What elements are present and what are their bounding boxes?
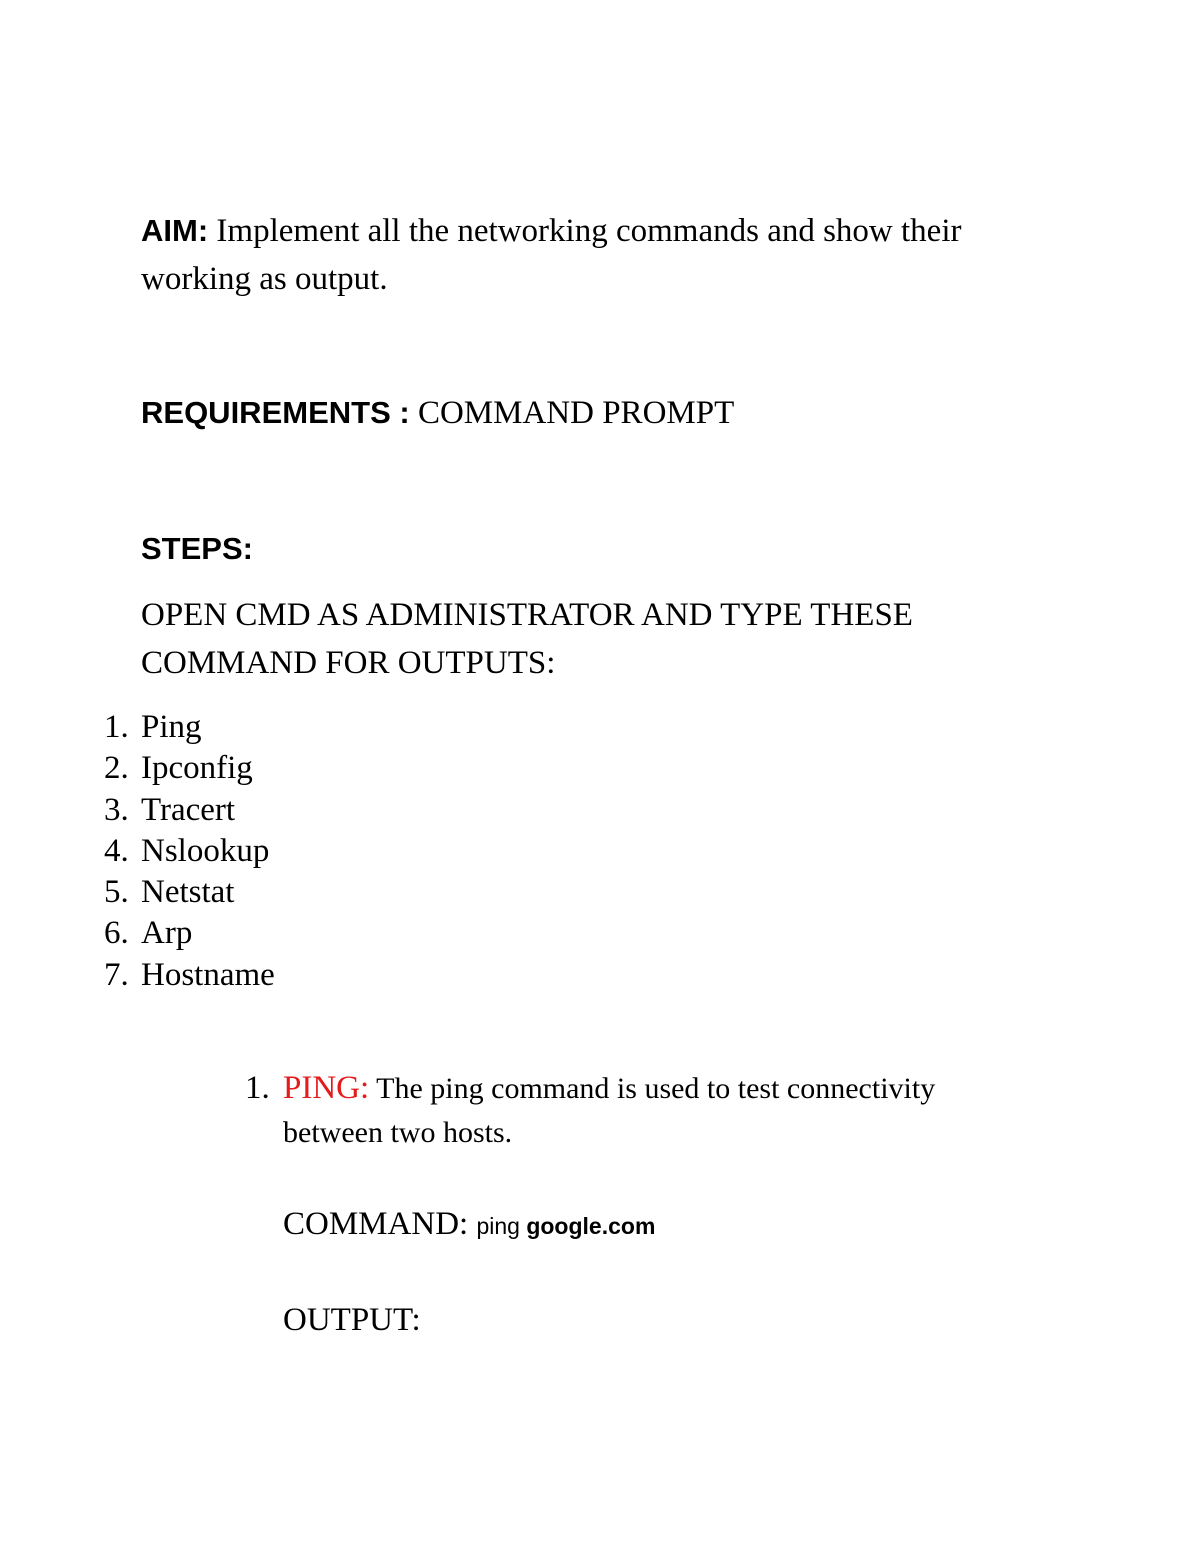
steps-instruction: OPEN CMD AS ADMINISTRATOR AND TYPE THESE COMMAND FOR OUTPUTS:	[141, 597, 913, 681]
list-item-number: 2.	[104, 750, 129, 787]
ping-description-line2: between two hosts.	[283, 1116, 513, 1149]
list-item-number: 6.	[104, 915, 129, 952]
command-label: COMMAND:	[283, 1206, 469, 1242]
ping-section	[245, 1066, 1045, 1338]
list-item-label: Ping	[141, 709, 202, 745]
ping-command	[283, 1201, 655, 1249]
ping-title: PING:	[283, 1070, 370, 1106]
list-item-number: 7.	[104, 956, 129, 993]
aim-text: Implement all the networking commands and show their working as output.	[141, 213, 962, 297]
list-item	[104, 913, 275, 954]
requirements-label: REQUIREMENTS :	[141, 395, 410, 430]
ping-description-line1	[245, 1066, 1045, 1111]
ping-description: The ping command is used to test connectivity	[376, 1072, 936, 1105]
list-item-label: Tracert	[141, 791, 236, 828]
list-item-number: 3.	[104, 791, 129, 828]
list-item	[104, 872, 275, 913]
steps-heading: STEPS:	[141, 531, 253, 566]
list-item-label: Ipconfig	[141, 750, 253, 787]
ping-section-number: 1.	[245, 1070, 270, 1106]
list-item-label: Arp	[141, 915, 193, 952]
list-item	[104, 955, 275, 996]
list-item-number: 4.	[104, 832, 129, 869]
list-item-number: 1.	[104, 709, 129, 745]
requirements-paragraph	[141, 390, 1041, 436]
command-target: google.com	[526, 1213, 656, 1239]
list-item-label: Nslookup	[141, 832, 270, 869]
list-item-label: Hostname	[141, 956, 275, 993]
list-item	[104, 748, 275, 789]
command-text: ping	[476, 1213, 527, 1239]
aim-label: AIM:	[141, 213, 209, 248]
list-item	[104, 831, 275, 872]
list-item	[104, 790, 275, 831]
output-label: OUTPUT:	[283, 1302, 421, 1338]
requirements-text: COMMAND PROMPT	[417, 395, 735, 431]
command-list	[104, 707, 275, 996]
list-item-number: 5.	[104, 874, 129, 911]
list-item-label: Netstat	[141, 874, 235, 911]
aim-paragraph	[141, 207, 1021, 303]
list-item	[104, 707, 275, 748]
